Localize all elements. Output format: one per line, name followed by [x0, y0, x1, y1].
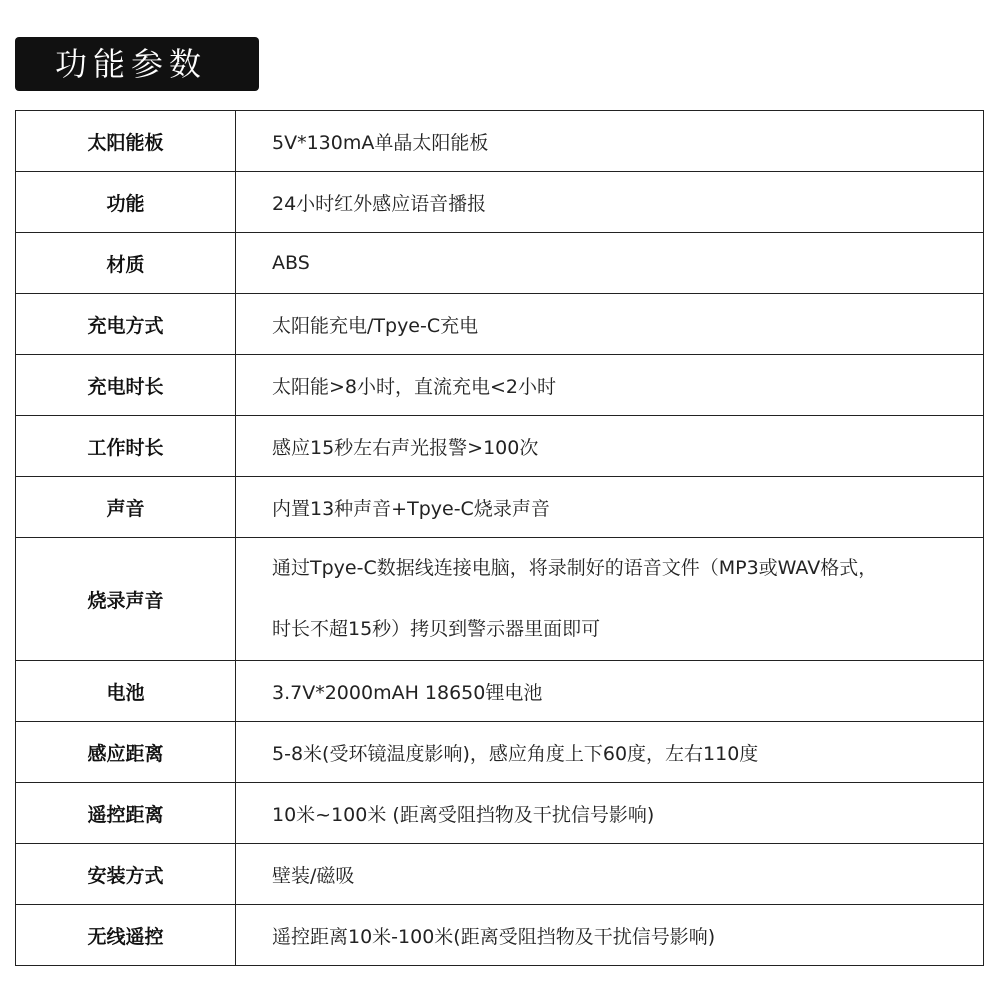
table-row: [16, 783, 984, 844]
spec-value-sound: 内置13种声音+Tpye-C烧录声音: [236, 477, 984, 538]
spec-label-battery: 电池: [16, 661, 236, 722]
spec-value-working-time: 感应15秒左右声光报警>100次: [236, 416, 984, 477]
table-row: [16, 172, 984, 233]
spec-label-sound: 声音: [16, 477, 236, 538]
spec-value-installation: 壁装/磁吸: [236, 844, 984, 905]
spec-label-material: 材质: [16, 233, 236, 294]
table-row: [16, 355, 984, 416]
spec-label-charging-method: 充电方式: [16, 294, 236, 355]
spec-label-solar-panel: 太阳能板: [16, 111, 236, 172]
table-row: [16, 294, 984, 355]
spec-label-sensing-distance: 感应距离: [16, 722, 236, 783]
table-row: [16, 722, 984, 783]
section-title: 功能参数: [15, 37, 259, 91]
spec-label-record-sound: 烧录声音: [16, 538, 236, 661]
spec-value-line: 时长不超15秒）拷贝到警示器里面即可: [272, 618, 601, 640]
spec-value-battery: 3.7V*2000mAH 18650锂电池: [236, 661, 984, 722]
table-row: [16, 233, 984, 294]
spec-value-function: 24小时红外感应语音播报: [236, 172, 984, 233]
spec-value-charging-time: 太阳能>8小时，直流充电<2小时: [236, 355, 984, 416]
spec-value-solar-panel: 5V*130mA单晶太阳能板: [236, 111, 984, 172]
spec-value-remote-distance: 10米~100米 (距离受阻挡物及干扰信号影响): [236, 783, 984, 844]
table-row: [16, 844, 984, 905]
spec-value-wireless-remote: 遥控距离10米-100米(距离受阻挡物及干扰信号影响): [236, 905, 984, 966]
spec-label-charging-time: 充电时长: [16, 355, 236, 416]
spec-label-installation: 安装方式: [16, 844, 236, 905]
spec-value-line: 通过Tpye-C数据线连接电脑，将录制好的语音文件（MP3或WAV格式，: [272, 557, 878, 579]
table-row: [16, 538, 984, 661]
table-row: [16, 111, 984, 172]
spec-label-remote-distance: 遥控距离: [16, 783, 236, 844]
spec-table: [15, 110, 984, 966]
table-row: [16, 661, 984, 722]
table-row: [16, 905, 984, 966]
spec-label-wireless-remote: 无线遥控: [16, 905, 236, 966]
table-row: [16, 477, 984, 538]
spec-value-record-sound: [236, 538, 984, 661]
spec-value-charging-method: 太阳能充电/Tpye-C充电: [236, 294, 984, 355]
spec-value-material: ABS: [236, 233, 984, 294]
spec-label-working-time: 工作时长: [16, 416, 236, 477]
spec-value-sensing-distance: 5-8米(受环镜温度影响)，感应角度上下60度，左右110度: [236, 722, 984, 783]
spec-label-function: 功能: [16, 172, 236, 233]
table-row: [16, 416, 984, 477]
